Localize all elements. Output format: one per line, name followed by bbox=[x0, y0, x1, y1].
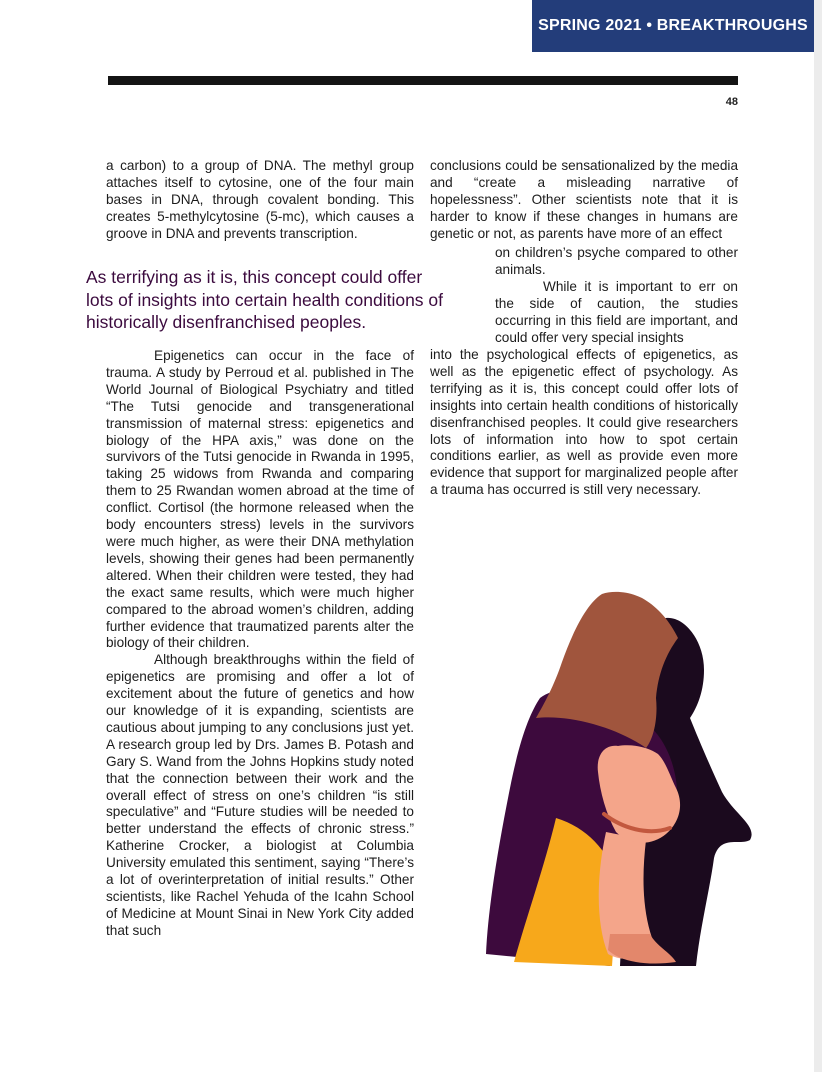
paragraph-caution: Although breakthroughs within the field of epigenetics are promising and offer a lot of excitement about the future of genetics and how our knowledge of it is expanding, scientists are cautious about jumping to any conclusions just yet. A research group led by Drs. James B. Potash and Gary S. Wand from the Johns Hopkins study noted that the connection between their work and the overall effect of stress on one’s children “is still speculative” and “Future studies will be needed to better understand the effects of chronic stress.” Katherine Crocker, a biologist at Columbia University emulated this sentiment, saying “There’s a lot of overinterpretation of initial results.” Other scientists, like Rachel Yehuda of the Icahn School of Medicine at Mount Sinai in New York City added that such bbox=[106, 652, 414, 938]
issue-banner bbox=[532, 0, 814, 52]
paragraph-continued: a carbon) to a group of DNA. The methyl group attaches itself to cytosine, one of the four main bases in DNA, through covalent bonding. This creates 5-methylcytosine (5-mc), which causes a groove in DNA and prevents transcription. bbox=[106, 158, 414, 241]
pull-quote: As terrifying as it is, this concept could offer lots of insights into certain health conditions of historically disenfranchised peoples. bbox=[86, 267, 444, 332]
paragraph-insights: into the psychological effects of epigenetics, as well as the epigenetic effect of psychology. As terrifying as it is, this concept could offer lots of insights into certain health conditions of historically disenfranchised peoples. It could give researchers lots of information into how to spot certain conditions earlier, as well as provide even more evidence that support for marginalized people after a trauma has occurred is still very necessary. bbox=[430, 347, 738, 498]
right-column-narrow bbox=[495, 245, 738, 346]
paragraph-err-caution: While it is important to err on the side of caution, the studies occurring in this field are important, and could offer very special insights bbox=[495, 278, 738, 345]
page-edge-strip bbox=[814, 0, 822, 1072]
paragraph-conclusions: conclusions could be sensationalized by the media and “create a misleading narrative of hopelessness”. Other scientists note that it is harder to know if these changes in humans are genetic or not, as parents have more of an effect bbox=[430, 158, 738, 241]
right-column-top bbox=[430, 158, 738, 243]
header-rule bbox=[108, 76, 738, 85]
page-number: 48 bbox=[725, 96, 738, 108]
left-column-top bbox=[106, 158, 414, 243]
paragraph-tutsi-study: Epigenetics can occur in the face of trauma. A study by Perroud et al. published in The World Journal of Biological Psychiatry and titled “The Tutsi genocide and transgenerational transmission of maternal stress: epigenetics and biology of the HPA axis,” was done on the survivors of the Tutsi genocide in Rwanda in 1995, taking 25 widows from Rwanda and comparing them to 25 Rwandan women abroad at the time of conflict. Cortisol (the hormone released when the body encounters stress) levels in the survivors were much higher, as were their DNA methylation levels, showing their genes had been permanently altered. When their children were tested, they had the exact same results, which were much higher compared to the abroad women’s children, adding further evidence that traumatized parents alter the biology of their children. bbox=[106, 348, 414, 651]
left-column-main bbox=[106, 348, 414, 940]
issue-banner-label: SPRING 2021 • BREAKTHROUGHS bbox=[538, 17, 808, 34]
woman-hugging-knees-illustration bbox=[470, 578, 755, 966]
paragraph-psyche: on children’s psyche compared to other animals. bbox=[495, 245, 738, 277]
right-column-bottom bbox=[430, 347, 738, 499]
